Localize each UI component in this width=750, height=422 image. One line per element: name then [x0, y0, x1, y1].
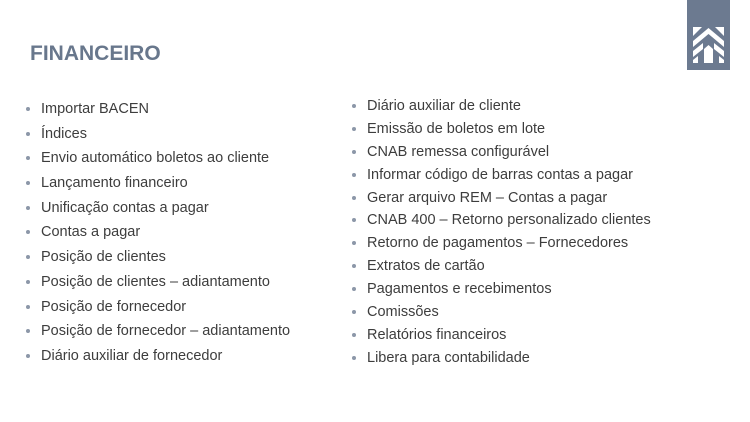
- bullet-icon: [352, 150, 356, 154]
- list-item: Posição de fornecedor – adiantamento: [26, 321, 290, 346]
- list-item: Gerar arquivo REM – Contas a pagar: [352, 188, 651, 211]
- list-item: Libera para contabilidade: [352, 348, 651, 371]
- bullet-icon: [352, 127, 356, 131]
- slide-title: FINANCEIRO: [30, 42, 161, 65]
- bullet-icon: [352, 104, 356, 108]
- bullet-icon: [352, 173, 356, 177]
- list-item: Envio automático boletos ao cliente: [26, 148, 290, 173]
- house-logo-icon: [693, 27, 724, 63]
- bullet-icon: [26, 156, 30, 160]
- list-item: Emissão de boletos em lote: [352, 119, 651, 142]
- list-item: Importar BACEN: [26, 99, 290, 124]
- list-item: Índices: [26, 124, 290, 149]
- bullet-icon: [352, 264, 356, 268]
- list-item: Relatórios financeiros: [352, 325, 651, 348]
- bullet-icon: [26, 255, 30, 259]
- bullet-icon: [352, 241, 356, 245]
- bullet-icon: [26, 329, 30, 333]
- bullet-icon: [352, 310, 356, 314]
- list-item: Comissões: [352, 302, 651, 325]
- bullet-icon: [352, 333, 356, 337]
- bullet-icon: [26, 181, 30, 185]
- bullet-icon: [352, 356, 356, 360]
- bullet-icon: [352, 218, 356, 222]
- bullet-icon: [26, 280, 30, 284]
- list-item: Pagamentos e recebimentos: [352, 279, 651, 302]
- bullet-icon: [26, 206, 30, 210]
- list-item: Retorno de pagamentos – Fornecedores: [352, 233, 651, 256]
- bullet-icon: [26, 354, 30, 358]
- bullet-icon: [26, 230, 30, 234]
- left-feature-list: [26, 99, 290, 371]
- list-item: Diário auxiliar de cliente: [352, 96, 651, 119]
- list-item: Posição de fornecedor: [26, 297, 290, 322]
- list-item: Informar código de barras contas a pagar: [352, 165, 651, 188]
- bullet-icon: [26, 132, 30, 136]
- bullet-icon: [352, 196, 356, 200]
- bullet-icon: [26, 107, 30, 111]
- list-item: Contas a pagar: [26, 222, 290, 247]
- list-item: Diário auxiliar de fornecedor: [26, 346, 290, 371]
- right-feature-list: [352, 96, 651, 371]
- bullet-icon: [26, 305, 30, 309]
- list-item: Posição de clientes – adiantamento: [26, 272, 290, 297]
- list-item: Posição de clientes: [26, 247, 290, 272]
- list-item: Lançamento financeiro: [26, 173, 290, 198]
- list-item: Unificação contas a pagar: [26, 198, 290, 223]
- bullet-icon: [352, 287, 356, 291]
- company-logo: [687, 0, 730, 70]
- list-item: Extratos de cartão: [352, 256, 651, 279]
- list-item: CNAB remessa configurável: [352, 142, 651, 165]
- list-item: CNAB 400 – Retorno personalizado clientes: [352, 210, 651, 233]
